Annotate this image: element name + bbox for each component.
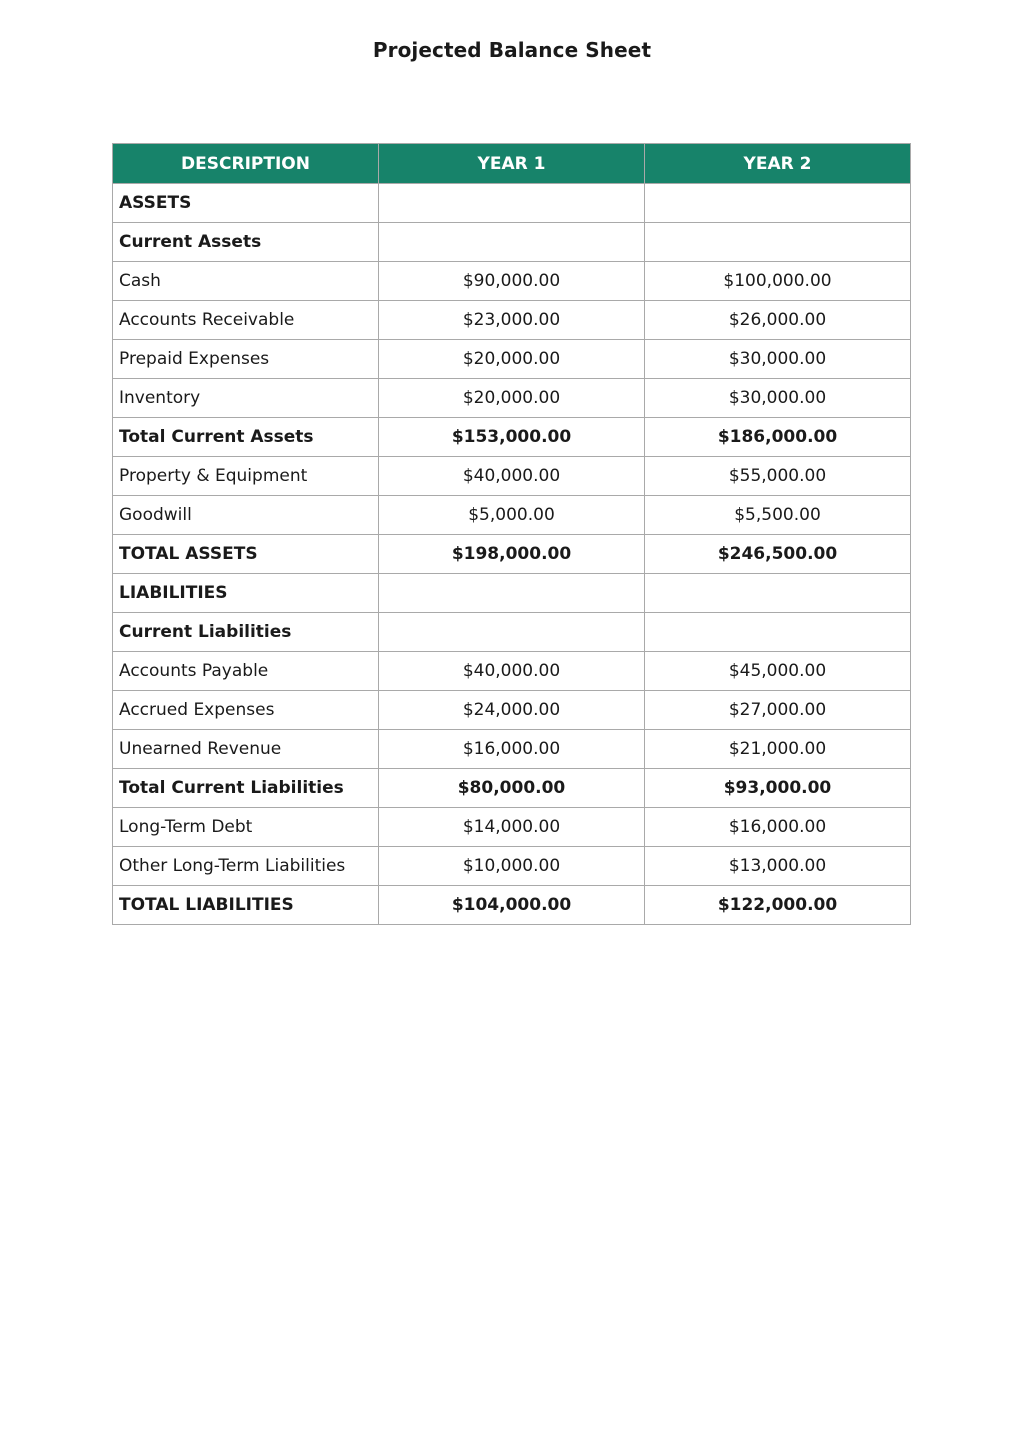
table-header-row [113, 144, 911, 184]
year-1-value: $10,000.00 [379, 847, 645, 886]
year-2-value: $16,000.00 [645, 808, 911, 847]
row-description: Accounts Receivable [113, 301, 379, 340]
table-row [113, 223, 911, 262]
year-2-value: $100,000.00 [645, 262, 911, 301]
row-description: Prepaid Expenses [113, 340, 379, 379]
table-row [113, 418, 911, 457]
table-row [113, 613, 911, 652]
balance-sheet-table [112, 143, 911, 925]
table-row [113, 457, 911, 496]
table-row [113, 847, 911, 886]
year-2-value: $55,000.00 [645, 457, 911, 496]
year-1-value: $20,000.00 [379, 340, 645, 379]
year-2-value [645, 223, 911, 262]
year-1-value: $5,000.00 [379, 496, 645, 535]
row-description: Property & Equipment [113, 457, 379, 496]
year-2-value [645, 613, 911, 652]
year-1-value [379, 184, 645, 223]
table-body [113, 184, 911, 925]
year-2-value: $5,500.00 [645, 496, 911, 535]
row-description: Current Assets [113, 223, 379, 262]
row-description: Cash [113, 262, 379, 301]
table-row [113, 652, 911, 691]
row-description: Long-Term Debt [113, 808, 379, 847]
row-description: TOTAL ASSETS [113, 535, 379, 574]
row-description: Current Liabilities [113, 613, 379, 652]
year-2-value: $27,000.00 [645, 691, 911, 730]
table-row [113, 574, 911, 613]
table-row [113, 886, 911, 925]
row-description: Total Current Liabilities [113, 769, 379, 808]
year-1-value: $80,000.00 [379, 769, 645, 808]
year-2-value: $30,000.00 [645, 379, 911, 418]
year-2-value [645, 184, 911, 223]
page-title: Projected Balance Sheet [372, 38, 652, 62]
table-row [113, 730, 911, 769]
year-2-value: $26,000.00 [645, 301, 911, 340]
year-2-value: $13,000.00 [645, 847, 911, 886]
table-row [113, 262, 911, 301]
year-2-value: $45,000.00 [645, 652, 911, 691]
year-1-value: $20,000.00 [379, 379, 645, 418]
year-1-value [379, 613, 645, 652]
year-1-value: $153,000.00 [379, 418, 645, 457]
year-2-value: $246,500.00 [645, 535, 911, 574]
year-1-value: $40,000.00 [379, 457, 645, 496]
table-row [113, 535, 911, 574]
column-header-year-2: YEAR 2 [645, 144, 911, 184]
row-description: Accrued Expenses [113, 691, 379, 730]
year-1-value: $90,000.00 [379, 262, 645, 301]
year-1-value: $40,000.00 [379, 652, 645, 691]
table-row [113, 184, 911, 223]
column-header-description: DESCRIPTION [113, 144, 379, 184]
table-row [113, 340, 911, 379]
table-row [113, 301, 911, 340]
row-description: Other Long-Term Liabilities [113, 847, 379, 886]
year-2-value [645, 574, 911, 613]
year-2-value: $30,000.00 [645, 340, 911, 379]
row-description: Accounts Payable [113, 652, 379, 691]
year-1-value [379, 574, 645, 613]
table-row [113, 379, 911, 418]
year-2-value: $21,000.00 [645, 730, 911, 769]
row-description: Inventory [113, 379, 379, 418]
year-1-value: $23,000.00 [379, 301, 645, 340]
table-row [113, 808, 911, 847]
year-1-value: $198,000.00 [379, 535, 645, 574]
column-header-year-1: YEAR 1 [379, 144, 645, 184]
row-description: TOTAL LIABILITIES [113, 886, 379, 925]
table-row [113, 496, 911, 535]
row-description: ASSETS [113, 184, 379, 223]
row-description: Unearned Revenue [113, 730, 379, 769]
year-1-value: $24,000.00 [379, 691, 645, 730]
row-description: Goodwill [113, 496, 379, 535]
row-description: LIABILITIES [113, 574, 379, 613]
table-row [113, 691, 911, 730]
year-2-value: $93,000.00 [645, 769, 911, 808]
year-2-value: $186,000.00 [645, 418, 911, 457]
table-row [113, 769, 911, 808]
year-2-value: $122,000.00 [645, 886, 911, 925]
year-1-value: $16,000.00 [379, 730, 645, 769]
year-1-value: $14,000.00 [379, 808, 645, 847]
year-1-value [379, 223, 645, 262]
row-description: Total Current Assets [113, 418, 379, 457]
year-1-value: $104,000.00 [379, 886, 645, 925]
